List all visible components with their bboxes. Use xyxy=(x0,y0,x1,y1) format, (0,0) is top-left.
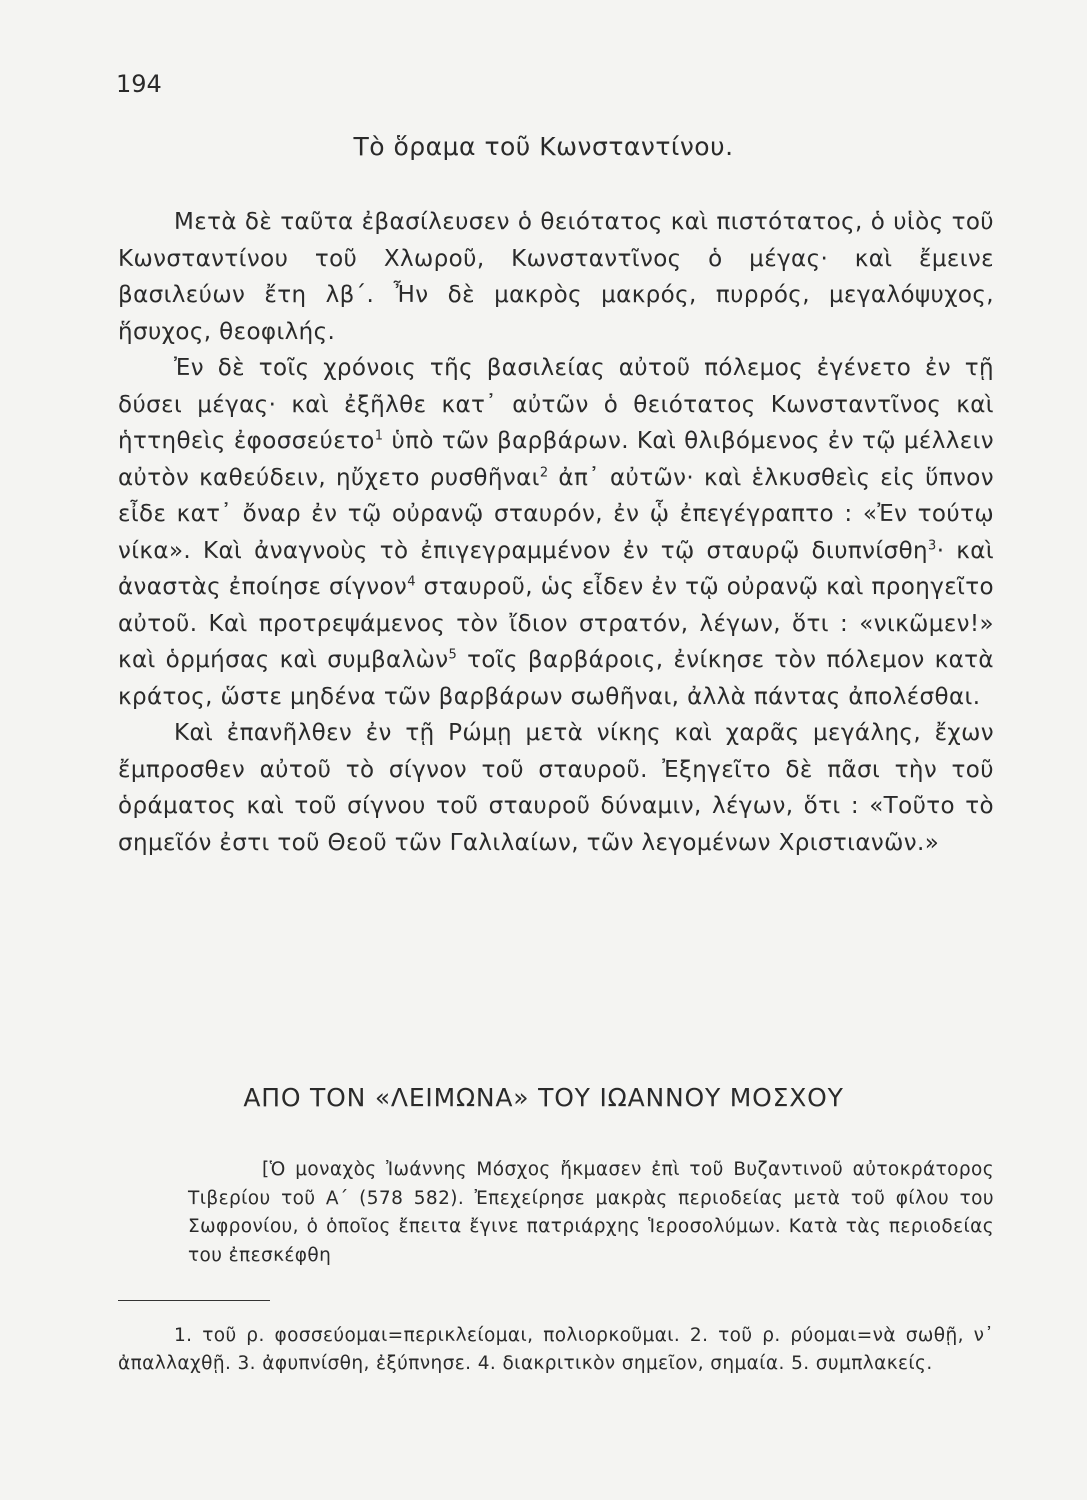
paragraph-3: Καὶ ἐπανῆλθεν ἐν τῇ Ρώμῃ μετὰ νίκης καὶ χαρᾶς μεγάλης, ἔχων ἔμπροσθεν αὐτοῦ τὸ σίγνον τοῦ σταυροῦ. Ἐξηγεῖτο δὲ πᾶσι τὴν τοῦ ὁράματος καὶ τοῦ σίγνου τοῦ σταυροῦ δύναμιν, λέγων, ὅτι : «Τοῦτο τὸ σημεῖόν ἐστι τοῦ Θεοῦ τῶν Γαλιλαίων, τῶν λεγομένων Χριστιανῶν.» xyxy=(118,720,994,856)
section-heading: ΑΠΟ ΤΟΝ «ΛΕΙΜΩΝΑ» ΤΟΥ ΙΩΑΝΝΟΥ ΜΟΣΧΟΥ xyxy=(243,1083,844,1112)
chapter-title: Τὸ ὅραμα τοῦ Κωνσταντίνου. xyxy=(353,132,734,161)
paragraph-2-text-d: · καὶ ἀναστὰς ἐποίησε σίγνον xyxy=(118,537,994,600)
footnote-ref-2: 2 xyxy=(539,464,549,480)
footnote-ref-1: 1 xyxy=(374,428,384,444)
paragraph-2-text-c: ἀπ᾽ αὐτῶν· καὶ ἑλκυσθεὶς εἰς ὕπνον εἶδε κατ᾽ ὄναρ ἐν τῷ οὐρανῷ σταυρόν, ἐν ᾧ ἐπεγέγραπτο : «Ἐν τούτῳ νίκα». Καὶ ἀναγνοὺς τὸ ἐπιγεγραμμένον ἐν τῷ σταυρῷ διυπνίσθη xyxy=(118,464,995,564)
footnote-ref-4: 4 xyxy=(407,574,416,590)
intro-paragraph: [Ὁ μοναχὸς Ἰωάννης Μόσχος ἤκμασεν ἐπὶ τοῦ Βυζαντινοῦ αὐτοκράτορος Τιβερίου τοῦ Α΄ (578 582). Ἐπεχείρησε μακρὰς περιοδείας μετὰ τοῦ φίλου του Σωφρονίου, ὁ ὁποῖος ἔπειτα ἔγινε πατριάρχης Ἱεροσολύμων. Κατὰ τὰς περιοδείας του ἐπεσκέφθη xyxy=(188,1159,994,1266)
page-number: 194 xyxy=(116,70,162,98)
paragraph-2-text-f: τοῖς βαρβάροις, ἐνίκησε τὸν πόλεμον κατὰ κράτος, ὥστε μηδένα τῶν βαρβάρων σωθῆναι, ἀλλὰ πάντας ἀπολέσθαι. xyxy=(118,647,994,710)
paragraph-2-text-a: Ἐν δὲ τοῖς χρόνοις τῆς βασιλείας αὐτοῦ πόλεμος ἐγένετο ἐν τῇ δύσει μέγας· καὶ ἐξῆλθε κατ᾽ αὐτῶν ὁ θειότατος Κωνσταντῖνος καὶ ἡττηθεὶς ἐφοσσεύετο xyxy=(118,355,994,454)
footnotes xyxy=(118,1322,994,1378)
main-text xyxy=(118,204,994,861)
footnote-ref-3: 3 xyxy=(928,537,937,553)
footnote-divider xyxy=(118,1300,270,1301)
footnotes-text: 1. τοῦ ρ. φοσσεύομαι=περικλείομαι, πολιορκοῦμαι. 2. τοῦ ρ. ρύομαι=νὰ σωθῇ, ν᾽ ἀπαλλαχθῇ. 3. ἀφυπνίσθη, ἐξύπνησε. 4. διακριτικὸν σημεῖον, σημαία. 5. συμπλακείς. xyxy=(118,1325,994,1374)
intro-text xyxy=(188,1156,994,1270)
paragraph-2 xyxy=(118,350,994,715)
paragraph-2-text-e: σταυροῦ, ὡς εἶδεν ἐν τῷ οὐρανῷ καὶ προηγεῖτο αὐτοῦ. Καὶ προτρεψάμενος τὸν ἴδιον στρατόν, λέγων, ὅτι : «νικῶμεν!» καὶ ὁρμήσας καὶ συμβαλὼν xyxy=(118,574,994,673)
paragraph-1: Μετὰ δὲ ταῦτα ἐβασίλευσεν ὁ θειότατος καὶ πιστότατος, ὁ υἱὸς τοῦ Κωνσταντίνου τοῦ Χλωροῦ, Κωνσταντῖνος ὁ μέγας· καὶ ἔμεινε βασιλεύων ἔτη λβ΄. Ἦν δὲ μακρὸς μακρός, πυρρός, μεγαλόψυχος, ἥσυχος, θεοφιλής. xyxy=(118,209,994,345)
paragraph-2-text-b: ὑπὸ τῶν βαρβάρων. Καὶ θλιβόμενος ἐν τῷ μέλλειν αὐτὸν καθεύδειν, ηὔχετο ρυσθῆναι xyxy=(118,428,995,491)
footnote-ref-5: 5 xyxy=(448,647,458,663)
